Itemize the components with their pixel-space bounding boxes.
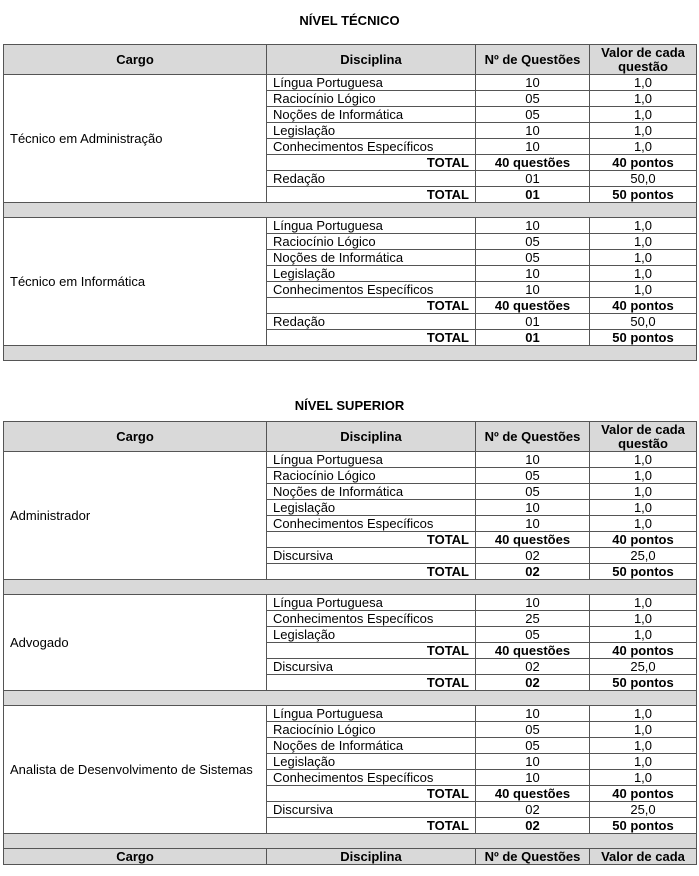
total-questoes: 02 xyxy=(476,818,590,834)
column-header-cargo: Cargo xyxy=(4,422,267,452)
column-header-disciplina: Disciplina xyxy=(267,45,476,75)
questoes-cell: 05 xyxy=(476,738,590,754)
disciplina-cell: Noções de Informática xyxy=(267,250,476,266)
disciplina-cell: Noções de Informática xyxy=(267,107,476,123)
separator-row xyxy=(4,691,697,706)
disciplina-cell: Redação xyxy=(267,171,476,187)
valor-cell: 1,0 xyxy=(590,250,697,266)
total-label: TOTAL xyxy=(267,187,476,203)
disciplina-cell: Conhecimentos Específicos xyxy=(267,770,476,786)
questoes-cell: 01 xyxy=(476,171,590,187)
cargo-cell: Administrador xyxy=(4,452,267,580)
disciplina-cell: Discursiva xyxy=(267,659,476,675)
questoes-cell: 10 xyxy=(476,595,590,611)
total-label: TOTAL xyxy=(267,298,476,314)
total-label: TOTAL xyxy=(267,643,476,659)
valor-cell: 1,0 xyxy=(590,754,697,770)
table-row xyxy=(4,75,697,91)
questoes-cell: 10 xyxy=(476,500,590,516)
valor-cell: 1,0 xyxy=(590,595,697,611)
table-row xyxy=(4,452,697,468)
valor-cell: 1,0 xyxy=(590,770,697,786)
disciplina-cell: Raciocínio Lógico xyxy=(267,234,476,250)
total-pontos: 50 pontos xyxy=(590,330,697,346)
questoes-cell: 10 xyxy=(476,754,590,770)
separator-row xyxy=(4,346,697,361)
questoes-cell: 10 xyxy=(476,706,590,722)
total-pontos: 40 pontos xyxy=(590,298,697,314)
valor-cell: 1,0 xyxy=(590,738,697,754)
total-questoes: 40 questões xyxy=(476,532,590,548)
total-label: TOTAL xyxy=(267,532,476,548)
valor-cell: 1,0 xyxy=(590,123,697,139)
valor-cell: 1,0 xyxy=(590,500,697,516)
cargo-cell: Advogado xyxy=(4,595,267,691)
column-header-valor: Valor de cada xyxy=(590,849,697,865)
total-questoes: 40 questões xyxy=(476,643,590,659)
header-row xyxy=(4,45,697,75)
total-pontos: 50 pontos xyxy=(590,564,697,580)
disciplina-cell: Conhecimentos Específicos xyxy=(267,516,476,532)
column-header-disciplina: Disciplina xyxy=(267,422,476,452)
valor-cell: 25,0 xyxy=(590,548,697,564)
valor-cell: 1,0 xyxy=(590,234,697,250)
valor-cell: 1,0 xyxy=(590,484,697,500)
valor-cell: 1,0 xyxy=(590,627,697,643)
disciplina-cell: Conhecimentos Específicos xyxy=(267,139,476,155)
total-questoes: 40 questões xyxy=(476,298,590,314)
column-header-valor: Valor de cada questão xyxy=(590,45,697,75)
valor-cell: 1,0 xyxy=(590,516,697,532)
valor-cell: 1,0 xyxy=(590,107,697,123)
questoes-cell: 10 xyxy=(476,266,590,282)
separator-cell xyxy=(4,203,697,218)
total-pontos: 40 pontos xyxy=(590,532,697,548)
total-questoes: 02 xyxy=(476,564,590,580)
valor-cell: 1,0 xyxy=(590,722,697,738)
questoes-cell: 10 xyxy=(476,770,590,786)
disciplina-cell: Discursiva xyxy=(267,548,476,564)
disciplina-cell: Raciocínio Lógico xyxy=(267,722,476,738)
disciplina-cell: Língua Portuguesa xyxy=(267,218,476,234)
questoes-cell: 10 xyxy=(476,75,590,91)
questoes-cell: 02 xyxy=(476,802,590,818)
separator-row xyxy=(4,580,697,595)
table-row xyxy=(4,706,697,722)
questoes-cell: 05 xyxy=(476,468,590,484)
disciplina-cell: Língua Portuguesa xyxy=(267,452,476,468)
valor-cell: 1,0 xyxy=(590,218,697,234)
separator-cell xyxy=(4,346,697,361)
disciplina-cell: Raciocínio Lógico xyxy=(267,91,476,107)
disciplina-cell: Língua Portuguesa xyxy=(267,75,476,91)
disciplina-cell: Legislação xyxy=(267,123,476,139)
section-title-superior: NÍVEL SUPERIOR xyxy=(294,398,405,413)
valor-cell: 1,0 xyxy=(590,139,697,155)
disciplina-cell: Conhecimentos Específicos xyxy=(267,611,476,627)
column-header-valor: Valor de cada questão xyxy=(590,422,697,452)
valor-cell: 1,0 xyxy=(590,282,697,298)
valor-cell: 1,0 xyxy=(590,611,697,627)
table-row xyxy=(4,218,697,234)
total-pontos: 40 pontos xyxy=(590,155,697,171)
column-header-questoes: Nº de Questões xyxy=(476,422,590,452)
separator-cell xyxy=(4,691,697,706)
total-label: TOTAL xyxy=(267,155,476,171)
questoes-cell: 10 xyxy=(476,516,590,532)
total-label: TOTAL xyxy=(267,330,476,346)
separator-row xyxy=(4,834,697,849)
separator-row xyxy=(4,203,697,218)
total-questoes: 02 xyxy=(476,675,590,691)
total-pontos: 40 pontos xyxy=(590,786,697,802)
total-pontos: 50 pontos xyxy=(590,675,697,691)
questoes-cell: 10 xyxy=(476,218,590,234)
valor-cell: 50,0 xyxy=(590,171,697,187)
cargo-cell: Técnico em Administração xyxy=(4,75,267,203)
disciplina-cell: Noções de Informática xyxy=(267,738,476,754)
disciplina-cell: Língua Portuguesa xyxy=(267,706,476,722)
total-questoes: 40 questões xyxy=(476,786,590,802)
questoes-cell: 01 xyxy=(476,314,590,330)
questoes-cell: 05 xyxy=(476,234,590,250)
table-row xyxy=(4,595,697,611)
valor-cell: 1,0 xyxy=(590,75,697,91)
total-questoes: 01 xyxy=(476,187,590,203)
disciplina-cell: Redação xyxy=(267,314,476,330)
valor-cell: 1,0 xyxy=(590,452,697,468)
column-header-cargo: Cargo xyxy=(4,45,267,75)
disciplina-cell: Língua Portuguesa xyxy=(267,595,476,611)
separator-cell xyxy=(4,580,697,595)
disciplina-cell: Legislação xyxy=(267,627,476,643)
questoes-cell: 02 xyxy=(476,548,590,564)
column-header-questoes: Nº de Questões xyxy=(476,45,590,75)
questoes-cell: 02 xyxy=(476,659,590,675)
questoes-cell: 05 xyxy=(476,107,590,123)
valor-cell: 1,0 xyxy=(590,706,697,722)
total-pontos: 40 pontos xyxy=(590,643,697,659)
total-pontos: 50 pontos xyxy=(590,187,697,203)
questoes-cell: 10 xyxy=(476,139,590,155)
questoes-cell: 25 xyxy=(476,611,590,627)
disciplina-cell: Legislação xyxy=(267,266,476,282)
questoes-cell: 10 xyxy=(476,452,590,468)
separator-cell xyxy=(4,834,697,849)
total-label: TOTAL xyxy=(267,818,476,834)
total-questoes: 40 questões xyxy=(476,155,590,171)
column-header-questoes: Nº de Questões xyxy=(476,849,590,865)
valor-cell: 25,0 xyxy=(590,659,697,675)
valor-cell: 1,0 xyxy=(590,91,697,107)
column-header-disciplina: Disciplina xyxy=(267,849,476,865)
column-header-cargo: Cargo xyxy=(4,849,267,865)
cargo-cell: Técnico em Informática xyxy=(4,218,267,346)
total-pontos: 50 pontos xyxy=(590,818,697,834)
questoes-cell: 05 xyxy=(476,722,590,738)
questoes-cell: 10 xyxy=(476,282,590,298)
valor-cell: 1,0 xyxy=(590,266,697,282)
disciplina-cell: Noções de Informática xyxy=(267,484,476,500)
disciplina-cell: Discursiva xyxy=(267,802,476,818)
header-row xyxy=(4,849,697,865)
valor-cell: 25,0 xyxy=(590,802,697,818)
questoes-cell: 05 xyxy=(476,91,590,107)
header-row xyxy=(4,422,697,452)
section-title-tecnico: NÍVEL TÉCNICO xyxy=(299,13,400,28)
disciplina-cell: Raciocínio Lógico xyxy=(267,468,476,484)
disciplina-cell: Legislação xyxy=(267,500,476,516)
disciplina-cell: Legislação xyxy=(267,754,476,770)
total-label: TOTAL xyxy=(267,564,476,580)
cargo-cell: Analista de Desenvolvimento de Sistemas xyxy=(4,706,267,834)
disciplina-cell: Conhecimentos Específicos xyxy=(267,282,476,298)
exam-table-tecnico xyxy=(3,44,697,361)
questoes-cell: 10 xyxy=(476,123,590,139)
total-label: TOTAL xyxy=(267,675,476,691)
total-label: TOTAL xyxy=(267,786,476,802)
exam-table-superior xyxy=(3,421,697,865)
questoes-cell: 05 xyxy=(476,484,590,500)
valor-cell: 50,0 xyxy=(590,314,697,330)
valor-cell: 1,0 xyxy=(590,468,697,484)
questoes-cell: 05 xyxy=(476,250,590,266)
questoes-cell: 05 xyxy=(476,627,590,643)
total-questoes: 01 xyxy=(476,330,590,346)
